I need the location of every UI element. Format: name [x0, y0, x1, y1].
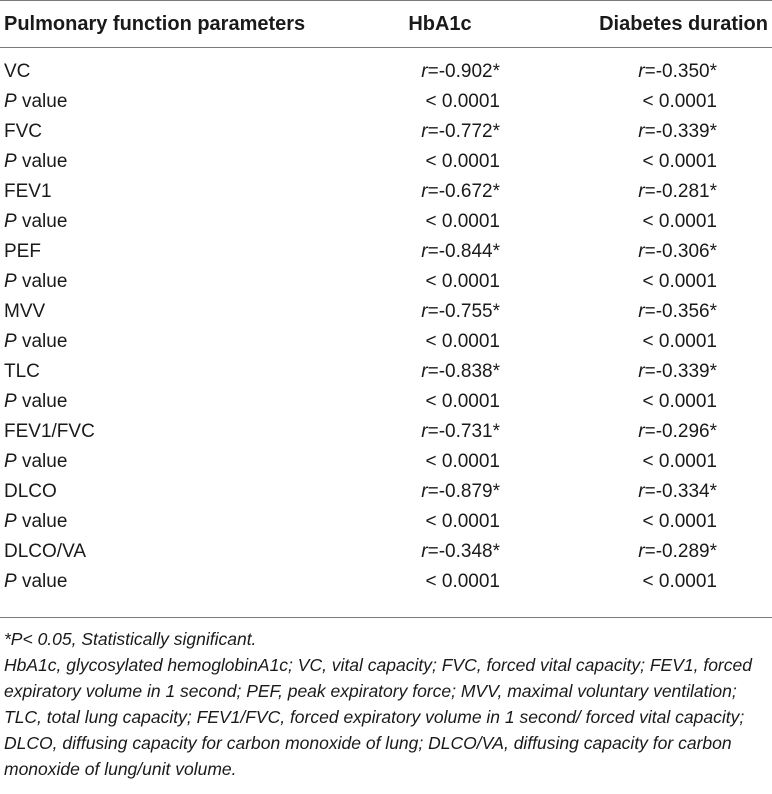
hba1c-value: < 0.0001: [425, 451, 500, 472]
p-symbol: P: [4, 91, 17, 112]
diabetes-duration-value: r=-0.339*: [638, 121, 717, 142]
diabetes-duration-value: < 0.0001: [642, 511, 717, 532]
row-parameter-label: P value: [4, 391, 68, 412]
table-row: [0, 387, 772, 417]
diabetes-duration-value: < 0.0001: [642, 91, 717, 112]
row-parameter-label: FVC: [4, 121, 42, 142]
hba1c-value: < 0.0001: [425, 151, 500, 172]
hba1c-value: < 0.0001: [425, 331, 500, 352]
table-row: [0, 207, 772, 237]
p-symbol: P: [4, 211, 17, 232]
table-header-row: [0, 0, 772, 48]
table-row: [0, 237, 772, 267]
row-parameter-label: P value: [4, 91, 68, 112]
row-parameter-label: P value: [4, 511, 68, 532]
r-symbol: r: [421, 481, 428, 502]
hba1c-value: r=-0.755*: [421, 301, 500, 322]
diabetes-duration-value: r=-0.350*: [638, 61, 717, 82]
r-symbol: r: [421, 121, 428, 142]
p-symbol: P: [4, 571, 17, 592]
significance-note: *P< 0.05, Statistically significant.: [4, 629, 257, 649]
table-row: [0, 147, 772, 177]
row-parameter-label: FEV1/FVC: [4, 421, 95, 442]
diabetes-duration-value: r=-0.289*: [638, 541, 717, 562]
row-parameter-label: P value: [4, 271, 68, 292]
row-parameter-label: DLCO/VA: [4, 541, 87, 562]
r-symbol: r: [421, 181, 428, 202]
table-row: [0, 267, 772, 297]
hba1c-value: r=-0.879*: [421, 481, 500, 502]
r-symbol: r: [638, 301, 645, 322]
hba1c-value: < 0.0001: [425, 391, 500, 412]
diabetes-duration-value: r=-0.339*: [638, 361, 717, 382]
diabetes-duration-value: r=-0.306*: [638, 241, 717, 262]
hba1c-value: r=-0.902*: [421, 61, 500, 82]
row-parameter-label: PEF: [4, 241, 41, 262]
hba1c-value: < 0.0001: [425, 91, 500, 112]
table-row: [0, 417, 772, 447]
p-symbol: P: [4, 151, 17, 172]
diabetes-duration-value: r=-0.334*: [638, 481, 717, 502]
diabetes-duration-value: < 0.0001: [642, 571, 717, 592]
hba1c-value: < 0.0001: [425, 571, 500, 592]
r-symbol: r: [638, 181, 645, 202]
diabetes-duration-value: < 0.0001: [642, 151, 717, 172]
row-parameter-label: FEV1: [4, 181, 52, 202]
table-row: [0, 117, 772, 147]
hba1c-value: r=-0.731*: [421, 421, 500, 442]
p-symbol: P: [4, 271, 17, 292]
diabetes-duration-value: < 0.0001: [642, 391, 717, 412]
diabetes-duration-value: < 0.0001: [642, 331, 717, 352]
p-symbol: P: [4, 331, 17, 352]
r-symbol: r: [638, 121, 645, 142]
abbreviations-note: HbA1c, glycosylated hemoglobinA1c; VC, vital capacity; FVC, forced vital capacity; FEV1, forced expiratory volume in 1 second; PEF, peak expiratory force; MVV, maximal voluntary ventilation; TLC, total lung capacity; FEV1/FVC, forced expiratory volume in 1 second/ forced vital capacity; DLCO, diffusing capacity for carbon monoxide of lung; DLCO/VA, diffusing capacity for carbon monoxide of lung/unit volume.: [4, 655, 752, 779]
row-parameter-label: P value: [4, 151, 68, 172]
hba1c-value: < 0.0001: [425, 211, 500, 232]
header-parameters: Pulmonary function parameters: [4, 12, 306, 35]
row-parameter-label: DLCO: [4, 481, 57, 502]
row-parameter-label: P value: [4, 331, 68, 352]
table-row: [0, 297, 772, 327]
table-row: [0, 537, 772, 567]
diabetes-duration-value: r=-0.281*: [638, 181, 717, 202]
r-symbol: r: [638, 481, 645, 502]
diabetes-duration-value: r=-0.296*: [638, 421, 717, 442]
header-hba1c: HbA1c: [408, 12, 472, 35]
r-symbol: r: [638, 361, 645, 382]
table-row: [0, 357, 772, 387]
table-row: [0, 567, 772, 597]
table-row: [0, 48, 772, 87]
p-symbol: P: [4, 391, 17, 412]
table-row: [0, 327, 772, 357]
r-symbol: r: [421, 61, 428, 82]
diabetes-duration-value: r=-0.356*: [638, 301, 717, 322]
table-bottom-rule: [0, 617, 772, 618]
table-row: [0, 477, 772, 507]
r-symbol: r: [421, 421, 428, 442]
hba1c-value: < 0.0001: [425, 511, 500, 532]
p-symbol: P: [4, 511, 17, 532]
row-parameter-label: MVV: [4, 301, 46, 322]
row-parameter-label: P value: [4, 571, 68, 592]
table-row: [0, 507, 772, 537]
hba1c-value: r=-0.348*: [421, 541, 500, 562]
r-symbol: r: [638, 241, 645, 262]
diabetes-duration-value: < 0.0001: [642, 451, 717, 472]
diabetes-duration-value: < 0.0001: [642, 271, 717, 292]
hba1c-value: r=-0.772*: [421, 121, 500, 142]
r-symbol: r: [638, 61, 645, 82]
diabetes-duration-value: < 0.0001: [642, 211, 717, 232]
header-diabetes-duration: Diabetes duration: [599, 12, 768, 35]
row-parameter-label: TLC: [4, 361, 40, 382]
table-row: [0, 177, 772, 207]
r-symbol: r: [638, 541, 645, 562]
r-symbol: r: [421, 541, 428, 562]
table-footnotes: [4, 626, 768, 782]
hba1c-value: < 0.0001: [425, 271, 500, 292]
r-symbol: r: [421, 241, 428, 262]
r-symbol: r: [421, 361, 428, 382]
row-parameter-label: P value: [4, 451, 68, 472]
r-symbol: r: [421, 301, 428, 322]
p-symbol: P: [4, 451, 17, 472]
row-parameter-label: VC: [4, 61, 31, 82]
row-parameter-label: P value: [4, 211, 68, 232]
r-symbol: r: [638, 421, 645, 442]
hba1c-value: r=-0.672*: [421, 181, 500, 202]
table-row: [0, 447, 772, 477]
hba1c-value: r=-0.844*: [421, 241, 500, 262]
table-body: [0, 48, 772, 597]
hba1c-value: r=-0.838*: [421, 361, 500, 382]
table-row: [0, 87, 772, 117]
